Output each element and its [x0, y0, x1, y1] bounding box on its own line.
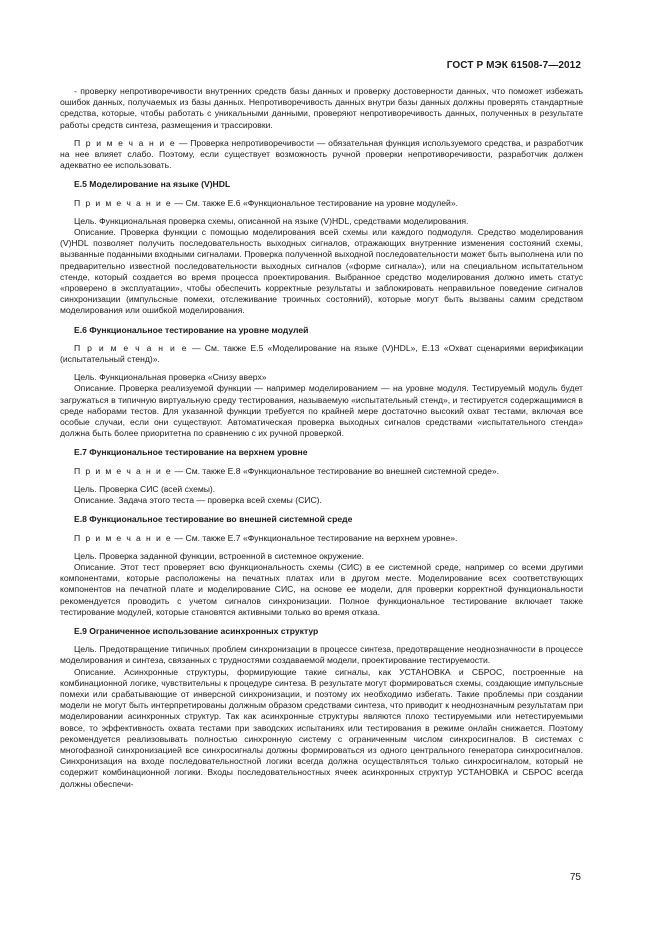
note-label: П р и м е ч а н и е: [74, 465, 173, 476]
note-label: П р и м е ч а н и е: [74, 342, 188, 353]
paragraph: Цель. Функциональная проверка «Снизу вверх»: [74, 372, 267, 383]
note-text: — См. также Е.8 «Функциональное тестирование во внешней системной среде».: [172, 465, 500, 476]
note: [60, 466, 583, 477]
note: [60, 343, 583, 365]
note-text: — См. также Е.6 «Функциональное тестирование на уровне модулей».: [172, 197, 458, 208]
paragraph: Описание. Проверка реализуемой функции — например моделированием — на уровне модуля. Тестируемый модуль будет загружаться в типичную виртуальную среду тестирования, называемую «испытательный стенд», и тестируется содержащимися в среде наборами тестов. Для указанной функции требуется по крайней мере достаточно высокий охват тестами, включая все особые случаи, если они существуют. Автоматическая проверка выходных сигналов средствами «испытательного стенда» должна быть более приоритетна по сравнению с их ручной проверкой.: [60, 383, 583, 439]
note-label: П р и м е ч а н и е: [74, 137, 177, 148]
paragraph: Цель. Предотвращение типичных проблем синхронизации в процессе синтеза, предотвращение неоднозначности в процессе моделирования и синтеза, связанных с трудностями создаваемой модели, проектирование тестируемости.: [60, 644, 583, 666]
paragraph: Цель. Функциональная проверка схемы, описанной на языке (V)HDL, средствами моделирования.: [74, 215, 469, 226]
section-heading-e6: E.6 Функциональное тестирование на уровне модулей: [74, 324, 309, 335]
section-heading-e7: E.7 Функциональное тестирование на верхнем уровне: [74, 447, 308, 458]
note-label: П р и м е ч а н и е: [74, 532, 173, 543]
paragraph: - проверку непротиворечивости внутренних средств базы данных и проверку достоверности данных, что поможет избежать ошибок данных, получаемых из базы данных. Непротиворечивость данных внутри базы данных должны проверять стандартные средства, которые, чтобы работать с уникальными данными, проверяют непротиворечивость данных, полученных в результате работы средств синтеза, размещения и трассировки.: [60, 86, 583, 130]
note-text: — См. также Е.7 «Функциональное тестирование на верхнем уровне».: [172, 532, 458, 543]
paragraph: Цель. Проверка заданной функции, встроенной в системное окружение.: [74, 550, 364, 561]
note-text: — См. также Е.5 «Моделирование на языке (V)HDL», Е.13 «Охват сценариями верификации (испытательный стенд)».: [60, 342, 583, 365]
page-number: 75: [569, 872, 581, 883]
paragraph: Описание. Асинхронные структуры, формирующие такие сигналы, как УСТАНОВКА и СБРОС, построенные на комбинационной логике, чувствительны к процедуре синтеза. В результате могут формироваться схемы, создающие импульсные помехи или срабатывающие от инверсной синхронизации, и поэтому их необходимо избегать. Такие проблемы при создании модели не могут быть интерпретированы должным образом средствами синтеза, что приводит к неоднозначным результатам при моделировании асинхронных структур. Так как асинхронные структуры являются плохо тестируемыми или нетестируемыми вовсе, то эффективность охвата тестами при заводских испытаниях или тестирования в режиме онлайн снижается. Поэтому рекомендуется реализовывать полностью синхронную систему с ограниченным числом синхросигналов. В системах с многофазной синхронизацией все синхросигналы должны формироваться из одного центрального генератора синхросигналов. Синхронизация на входе последовательностной логики всегда должна осуществляться только синхросигналом, который не содержит комбинационной логики. Входы последовательностных ячеек асинхронных структур УСТАНОВКА и СБРОС всегда должны обеспечи-: [60, 666, 583, 789]
note-label: П р и м е ч а н и е: [74, 197, 173, 208]
section-heading-e5: E.5 Моделирование на языке (V)HDL: [74, 179, 231, 190]
note-text: — Проверка непротиворечивости — обязательная функция используемого средства, и разработчик на нее влияет слабо. Поэтому, если существует возможность ручной проверки непротиворечивости, разработчик должен адекватно ее использовать.: [60, 137, 583, 171]
paragraph: Описание. Этот тест проверяет всю функциональность схемы (СИС) в ее системной среде, например со всеми другими компонентами, которые расположены на печатных платах или в другом месте. Моделирование всех соответствующих компонентов на печатной плате и моделирование СИС, на основе ее модели, для проверки корректной функциональности рекомендуется проводить с учетом сигналов синхронизации. Полное функциональное тестирование включает также тестирование модулей, которые становятся активными только во время отказа.: [60, 561, 583, 617]
note: [60, 138, 583, 172]
paragraph: Цель. Проверка СИС (всей схемы).: [74, 483, 216, 494]
section-heading-e8: E.8 Функциональное тестирование во внешней системной среде: [74, 514, 353, 525]
note: [60, 533, 583, 544]
paragraph: Описание. Задача этого теста — проверка всей схемы (СИС).: [74, 495, 322, 506]
document-body: [60, 86, 583, 790]
paragraph: Описание. Проверка функции с помощью моделирования всей схемы или каждого подмодуля. Средство моделирования (V)HDL позволяет получить последовательность выходных сигналов, отражающих внутренние изменения состояний схемы, вызванные поданными входными сигналами. Проверка полученной выходной последовательности может быть выполнена или по предварительно известной последовательности выходных сигналов («форме сигнала»), или на специальном испытательном стенде, который создается во время процесса проектирования. Выбранное средство моделирования должно иметь статус «проверено в эксплуатации», чтобы обеспечить корректные результаты и заблокировать неправильное поведение сигналов синхронизации (импульсные помехи, отслеживание троичных состояний), которые могут быть вызваны самим средством моделирования или ошибкой моделирования.: [60, 227, 583, 316]
page-header-title: ГОСТ Р МЭК 61508-7—2012: [446, 60, 581, 71]
section-heading-e9: E.9 Ограниченное использование асинхронных структур: [74, 625, 319, 636]
note: [60, 198, 583, 209]
